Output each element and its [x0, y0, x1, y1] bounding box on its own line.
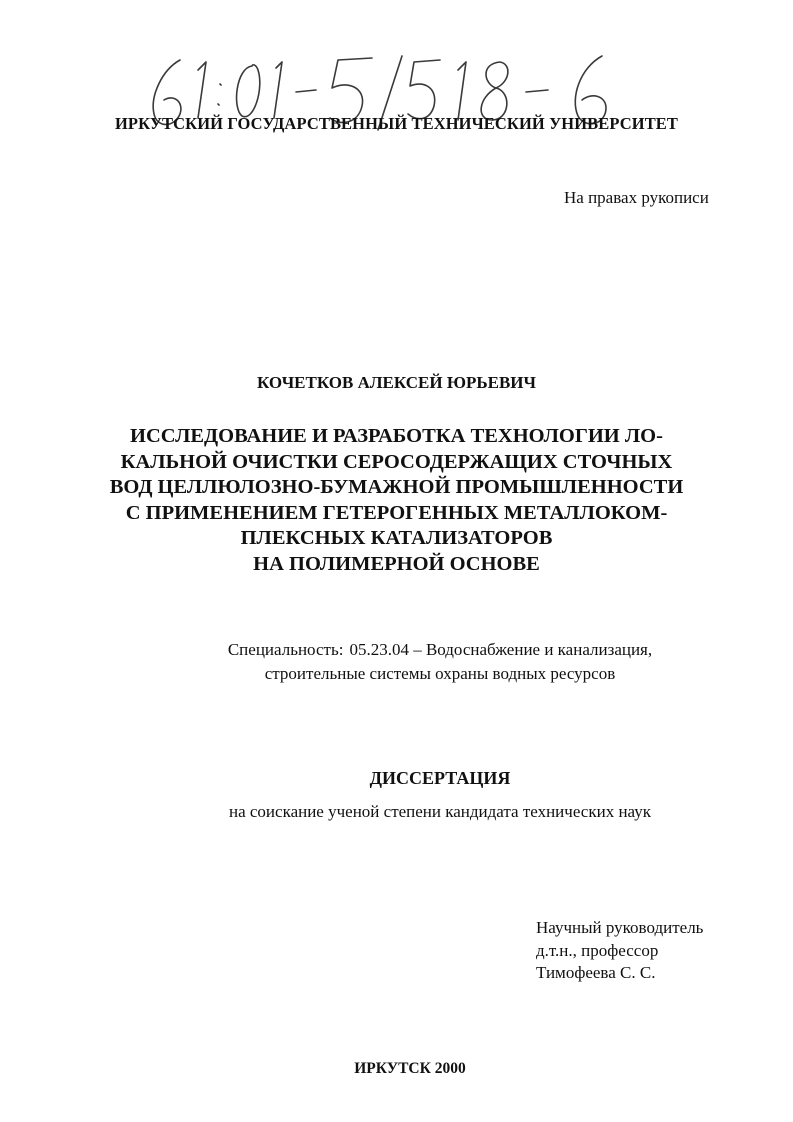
supervisor-degree: д.т.н., профессор [536, 940, 659, 960]
title-line: НА ПОЛИМЕРНОЙ ОСНОВЕ [253, 552, 540, 575]
author-name: КОЧЕТКОВ АЛЕКСЕЙ ЮРЬЕВИЧ [257, 373, 536, 392]
specialty-code: 05.23.04 – Водоснабжение и канализация, [349, 640, 653, 659]
specialty-block [0, 638, 793, 686]
title-line: ВОД ЦЕЛЛЮЛОЗНО-БУМАЖНОЙ ПРОМЫШЛЕННОСТИ [109, 476, 684, 498]
title-line: С ПРИМЕНЕНИЕМ ГЕТЕРОГЕННЫХ МЕТАЛЛОКОМ- [125, 501, 668, 524]
specialty-line-2: строительные системы охраны водных ресурсов [264, 664, 616, 683]
supervisor-name: Тимофеева С. С. [536, 963, 656, 982]
degree-statement: на соискание ученой степени кандидата технических наук [228, 802, 651, 821]
specialty-label: Специальность: [227, 640, 344, 659]
specialty-line-1 [0, 638, 793, 662]
university-name: ИРКУТСКИЙ ГОСУДАРСТВЕННЫЙ ТЕХНИЧЕСКИЙ УНИВЕРСИТЕТ [114, 114, 679, 133]
title-line: ПЛЕКСНЫХ КАТАЛИЗАТОРОВ [240, 527, 553, 549]
title-line: ИССЛЕДОВАНИЕ И РАЗРАБОТКА ТЕХНОЛОГИИ ЛО- [130, 425, 663, 447]
supervisor-block [536, 917, 703, 985]
title-line: КАЛЬНОЙ ОЧИСТКИ СЕРОСОДЕРЖАЩИХ СТОЧНЫХ [120, 450, 673, 473]
rights-note: На правах рукописи [564, 188, 709, 207]
dissertation-title [0, 424, 793, 577]
supervisor-role: Научный руководитель [536, 918, 704, 937]
dissertation-label: ДИССЕРТАЦИЯ [369, 768, 511, 788]
city-year: ИРКУТСК 2000 [354, 1060, 466, 1077]
